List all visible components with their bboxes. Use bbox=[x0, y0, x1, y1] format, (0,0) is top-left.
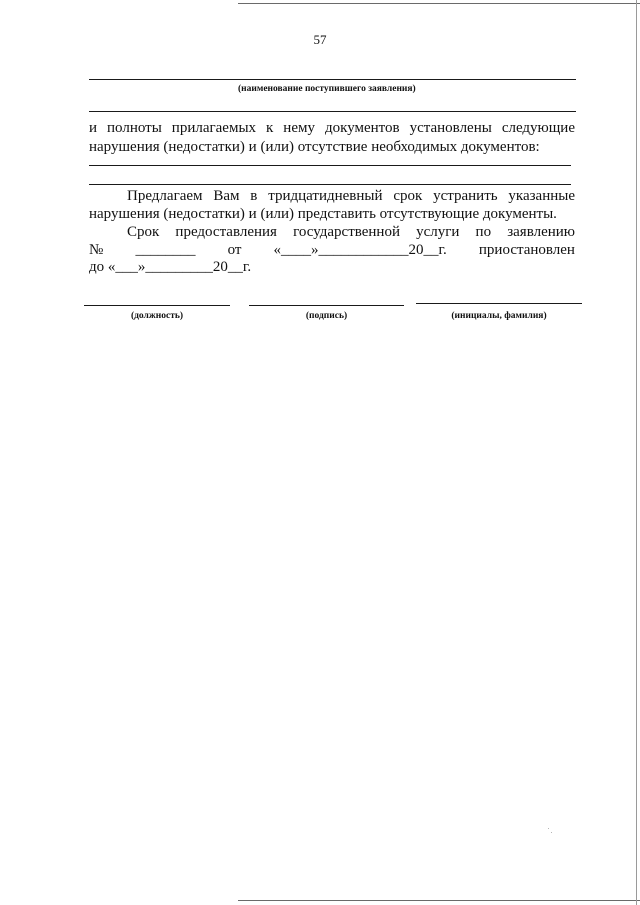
suspended-word: приостановлен bbox=[478, 242, 575, 258]
term-text-line-3: до «___»_________20__г. bbox=[89, 259, 252, 275]
page-number: 57 bbox=[313, 32, 327, 47]
violations-text-line-1: и полноты прилагаемых к нему документов установлены следующие bbox=[89, 120, 575, 136]
proposal-text-line-2: нарушения (недостатки) и (или) представить отсутствующие документы. bbox=[89, 206, 557, 222]
page-edge-bottom bbox=[238, 900, 640, 901]
page-edge-top bbox=[238, 3, 640, 4]
position-caption: (должность) bbox=[130, 311, 184, 321]
proposal-text-line-1-content: Предлагаем Вам в тридцатидневный срок устранить указанные bbox=[127, 188, 575, 204]
signature-line bbox=[249, 305, 404, 306]
from-word: от bbox=[227, 242, 242, 258]
application-name-line bbox=[89, 79, 576, 80]
scan-speck bbox=[551, 832, 552, 833]
application-date-blank: «____»____________20__г. bbox=[273, 242, 447, 258]
term-text-line-1-content: Срок предоставления государственной услуги по заявлению bbox=[127, 224, 575, 240]
application-number-blank: ________ bbox=[135, 242, 196, 258]
scan-speck bbox=[548, 828, 549, 829]
number-sign: № bbox=[89, 242, 104, 258]
application-continuation-line bbox=[89, 111, 576, 112]
position-line bbox=[84, 305, 230, 306]
violations-blank-line-2 bbox=[89, 184, 571, 185]
violations-text-line-2: нарушения (недостатки) и (или) отсутствие необходимых документов: bbox=[89, 139, 540, 155]
signature-caption: (подпись) bbox=[305, 311, 348, 321]
violations-blank-line-1 bbox=[89, 165, 571, 166]
name-caption: (инициалы, фамилия) bbox=[451, 311, 547, 321]
application-caption: (наименование поступившего заявления) bbox=[238, 84, 416, 94]
proposal-text-line-1 bbox=[89, 186, 575, 206]
page-edge-right bbox=[636, 0, 637, 905]
term-text-line-1 bbox=[89, 222, 575, 242]
name-line bbox=[416, 303, 582, 304]
